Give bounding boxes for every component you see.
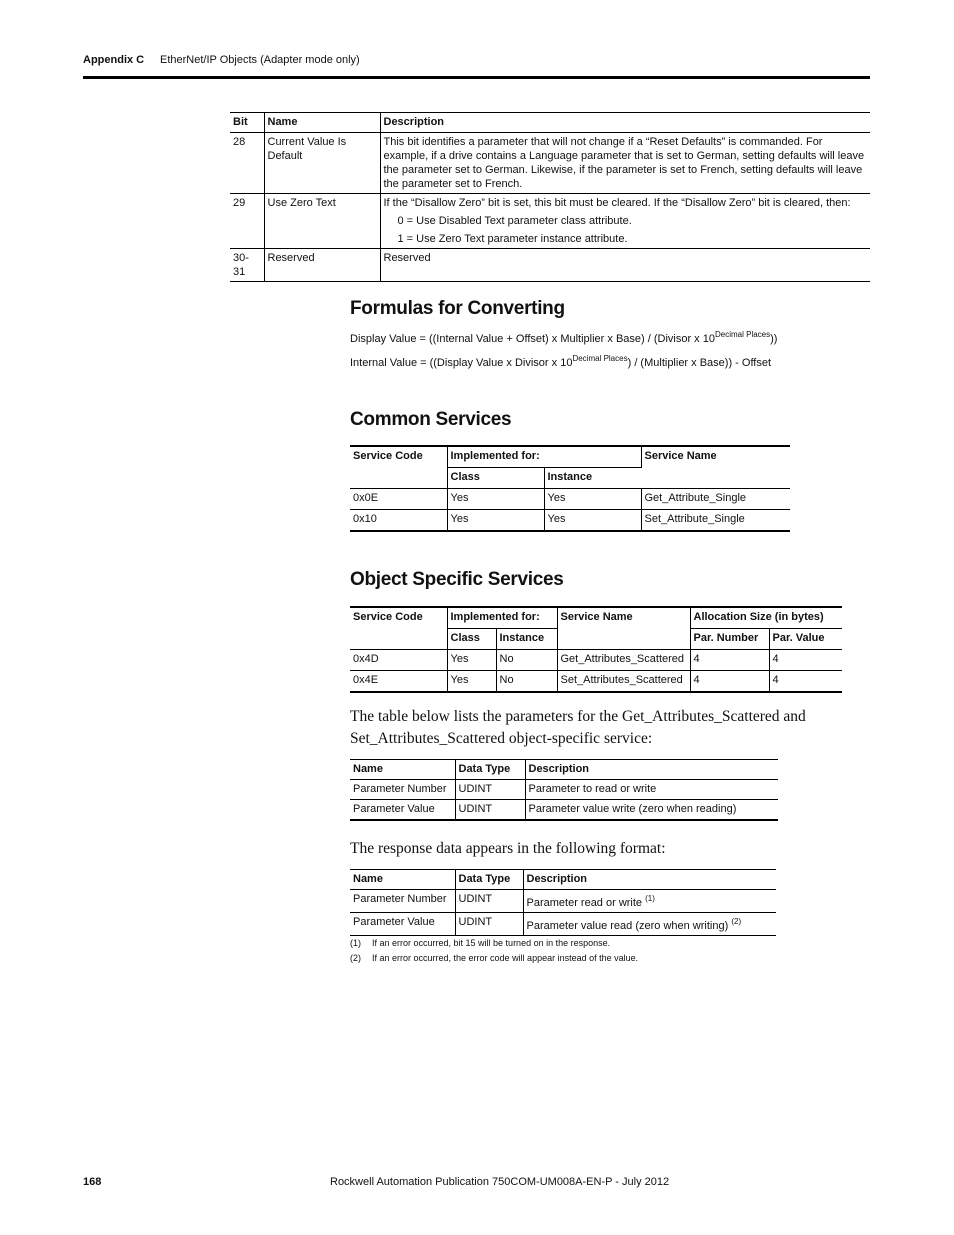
appendix-label: Appendix C (83, 54, 145, 66)
instance-cell: Yes (544, 510, 641, 532)
col-header-service-name: Service Name (557, 607, 690, 650)
object-services-heading: Object Specific Services (350, 569, 564, 590)
name-cell: Parameter Number (350, 890, 455, 913)
description-cell: Parameter value write (zero when reading) (528, 803, 737, 815)
footnote-text: If an error occurred, bit 15 will be turned on in the response. (372, 938, 611, 948)
col-header-instance: Instance (544, 468, 641, 489)
col-header-implemented: Implemented for: (447, 607, 557, 629)
object-services-table (350, 606, 842, 693)
instance-cell: No (496, 650, 557, 671)
description-text: Parameter read or write (526, 897, 643, 909)
section-title: EtherNet/IP Objects (Adapter mode only) (160, 54, 360, 66)
bit-cell: 28 (230, 133, 264, 194)
service-code-cell: 0x4E (350, 671, 447, 693)
publication-info: Rockwell Automation Publication 750COM-UM008A-EN-P - July 2012 (330, 1176, 670, 1188)
page-number: 168 (83, 1176, 102, 1188)
data-type-cell: UDINT (455, 800, 525, 821)
internal-value-formula (350, 354, 771, 369)
par-number-cell: 4 (690, 671, 769, 693)
name-cell: Parameter Value (350, 800, 455, 821)
col-header-class: Class (447, 629, 496, 650)
col-header-name: Name (264, 113, 380, 133)
service-code-cell: 0x0E (350, 489, 447, 510)
description-cell (380, 194, 870, 249)
footnote-text: If an error occurred, the error code will appear instead of the value. (372, 953, 639, 963)
formula-text: Display Value = ((Internal Value + Offset) x Multiplier x Base) / (Divisor x 10 (350, 333, 715, 345)
col-header-allocation: Allocation Size (in bytes) (690, 607, 842, 629)
col-header-class: Class (447, 468, 544, 489)
footnote-ref: (1) (645, 894, 655, 903)
formula-text-end: )) (770, 333, 778, 345)
response-table (350, 869, 776, 936)
service-name-cell: Get_Attribute_Single (641, 489, 790, 510)
table-row (350, 489, 790, 510)
bit-cell: 30-31 (230, 249, 264, 282)
display-value-formula (350, 330, 777, 345)
footnote-number: (2) (350, 953, 361, 963)
col-header-description: Description (525, 760, 778, 780)
table-row (350, 800, 778, 821)
formula-text: Internal Value = ((Display Value x Divisor x 10 (350, 357, 573, 369)
par-value-cell: 4 (772, 674, 779, 686)
footnote-ref: (2) (731, 917, 742, 926)
description-cell (523, 913, 776, 936)
table-header-row (350, 870, 776, 890)
data-type-cell: UDINT (455, 780, 525, 800)
col-header-name: Name (350, 870, 455, 890)
table-row (350, 913, 776, 936)
col-header-data-type: Data Type (455, 870, 523, 890)
col-header-bit: Bit (230, 113, 264, 133)
service-code-cell: 0x4D (350, 650, 447, 671)
service-name-cell: Set_Attributes_Scattered (557, 671, 690, 693)
footnote-number: (1) (350, 938, 361, 948)
response-paragraph: The response data appears in the following format: (350, 840, 666, 857)
description-text: Parameter value read (zero when writing) (526, 920, 729, 932)
col-header-description: Description (523, 870, 776, 890)
par-value-cell: 4 (769, 650, 842, 671)
table-row (350, 780, 778, 800)
description-option-1: 1 = Use Zero Text parameter instance attribute. (397, 233, 628, 245)
class-cell: Yes (447, 650, 496, 671)
common-services-table (350, 445, 790, 532)
description-option-0: 0 = Use Disabled Text parameter class attribute. (397, 215, 632, 227)
footnote (350, 953, 638, 963)
table-header-row (350, 446, 790, 468)
col-header-service-code: Service Code (350, 607, 447, 650)
col-header-description: Description (380, 113, 870, 133)
formulas-heading: Formulas for Converting (350, 298, 565, 319)
description-text: If the “Disallow Zero” bit is set, this bit must be cleared. If the “Disallow Zero” bit is cleared, then: (383, 197, 851, 209)
bit-table (230, 112, 870, 282)
name-cell: Current Value Is Default (264, 133, 380, 194)
description-cell (523, 890, 776, 913)
name-cell: Parameter Value (350, 913, 455, 936)
name-cell: Reserved (264, 249, 380, 282)
class-cell: Yes (447, 671, 496, 693)
col-header-data-type: Data Type (455, 760, 525, 780)
data-type-cell: UDINT (455, 890, 523, 913)
data-type-cell: UDINT (455, 913, 523, 936)
footnote (350, 938, 610, 948)
service-name-cell: Get_Attributes_Scattered (557, 650, 690, 671)
table-row (230, 249, 870, 282)
bit-cell: 29 (230, 194, 264, 249)
class-cell: Yes (447, 489, 544, 510)
col-header-instance: Instance (496, 629, 557, 650)
description-cell: This bit identifies a parameter that will not change if a “Reset Defaults” is commanded. For example, if a drive contains a Language parameter that is set to German, setting defaults will leave the parameter set to German. Likewise, if the parameter is set to French, setting defaults will leave the parameter set to French. (380, 133, 870, 194)
name-cell: Use Zero Text (264, 194, 380, 249)
instance-cell: No (496, 671, 557, 693)
table-row (350, 671, 842, 693)
page-header (83, 52, 870, 79)
table-row (230, 194, 870, 249)
parameter-table (350, 759, 778, 821)
table-header-row (350, 607, 842, 629)
formula-exponent: Decimal Places (714, 330, 771, 339)
instance-cell: Yes (544, 489, 641, 510)
name-cell: Parameter Number (350, 780, 455, 800)
table-row (350, 510, 790, 532)
service-name-cell: Set_Attribute_Single (644, 513, 745, 525)
col-header-service-name: Service Name (641, 446, 790, 489)
description-cell: Parameter to read or write (525, 780, 778, 800)
par-number-cell: 4 (690, 650, 769, 671)
common-services-heading: Common Services (350, 409, 512, 430)
col-header-name: Name (350, 760, 455, 780)
col-header-par-value: Par. Value (769, 629, 842, 650)
col-header-par-number: Par. Number (690, 629, 769, 650)
class-cell: Yes (447, 510, 544, 532)
formula-exponent: Decimal Places (572, 354, 628, 363)
formula-text-end: ) / (Multiplier x Base)) - Offset (627, 357, 772, 369)
service-code-cell: 0x10 (350, 510, 447, 532)
description-cell: Reserved (383, 252, 431, 264)
col-header-implemented: Implemented for: (447, 446, 641, 468)
table-row (230, 133, 870, 194)
col-header-service-code: Service Code (350, 446, 447, 489)
table-row (350, 890, 776, 913)
table-header-row (230, 113, 870, 133)
table-header-row (350, 760, 778, 780)
table-row (350, 650, 842, 671)
intro-paragraph: The table below lists the parameters for the Get_Attributes_Scattered and Set_Attributes_Scattered object-specific service: (350, 708, 806, 747)
